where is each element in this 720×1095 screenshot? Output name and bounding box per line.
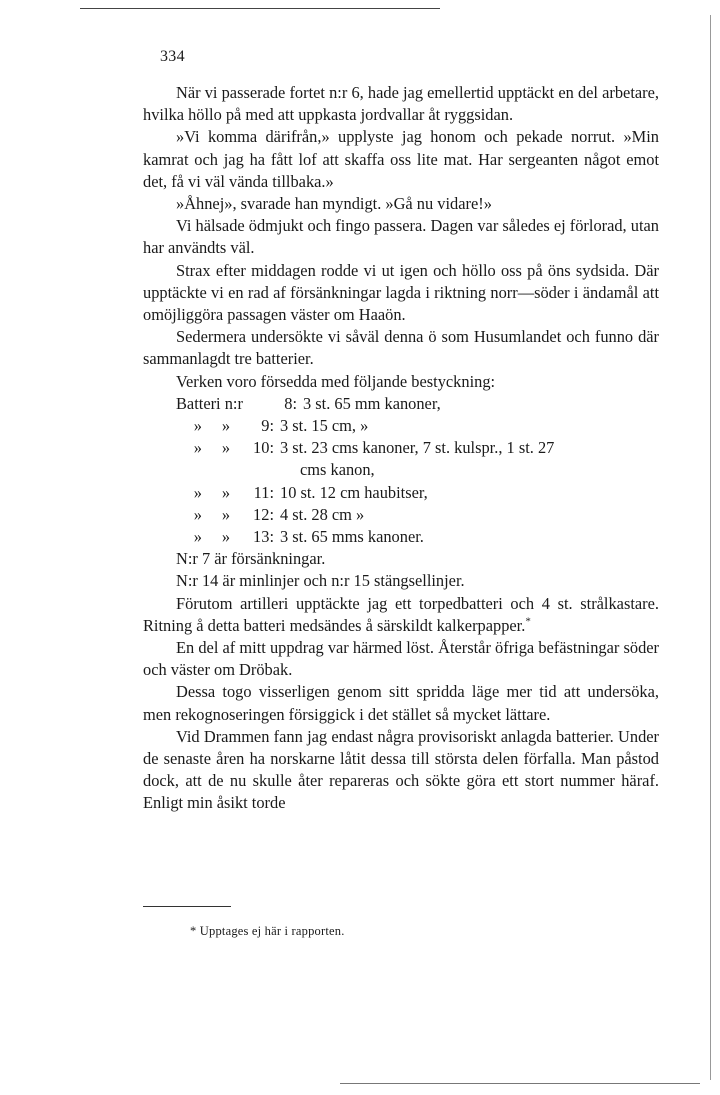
scan-edge-line-bottom xyxy=(340,1083,700,1084)
battery-list xyxy=(143,393,659,548)
battery-armament-continued: cms kanon, xyxy=(300,460,375,480)
paragraph: Vi hälsade ödmjukt och fingo passera. Dagen var således ej förlorad, utan har användts väl. xyxy=(143,216,659,258)
page-body xyxy=(143,82,659,815)
ditto-mark: » xyxy=(221,504,231,524)
battery-armament: 3 st. 15 cm, » xyxy=(280,416,369,436)
battery-row xyxy=(143,393,659,415)
paragraph: När vi passerade fortet n:r 6, hade jag emellertid upptäckt en del arbetare, hvilka höllo på med att uppkasta jordvallar åt ryggsidan. xyxy=(143,83,659,125)
paragraph: N:r 14 är minlinjer och n:r 15 stängsellinjer. xyxy=(176,571,465,591)
paragraph: En del af mitt uppdrag var härmed löst. Återstår öfriga befästningar söder och väster om Dröbak. xyxy=(143,637,659,680)
ditto-mark: » xyxy=(193,416,202,436)
battery-number: 11: xyxy=(253,482,274,502)
footnote-rule xyxy=(143,906,231,907)
battery-row xyxy=(143,437,659,459)
paragraph: Dessa togo visserligen genom sitt spridda läge mer tid att undersöka, men rekognoseringen försiggick i det stället så mycket lättare. xyxy=(143,682,659,724)
paragraph: Verken voro försedda med följande bestyckning: xyxy=(176,371,496,391)
battery-armament: 10 st. 12 cm haubitser, xyxy=(280,482,428,502)
scan-edge-line-top xyxy=(80,8,440,9)
ditto-mark: » xyxy=(193,482,202,502)
battery-number: 8: xyxy=(284,393,297,413)
battery-number: 12: xyxy=(253,504,274,524)
battery-armament: 3 st. 65 mm kanoner, xyxy=(303,393,441,413)
battery-armament: 3 st. 23 cms kanoner, 7 st. kulspr., 1 st. 27 xyxy=(280,438,555,458)
ditto-mark: » xyxy=(221,526,231,546)
ditto-mark: » xyxy=(221,438,231,458)
ditto-mark: » xyxy=(221,416,231,436)
battery-number: 9: xyxy=(261,416,274,436)
ditto-mark: » xyxy=(221,482,231,502)
scan-edge-line-right xyxy=(710,15,711,1080)
paragraph: Sedermera undersökte vi såväl denna ö som Husumlandet och funno där sammanlagdt tre batterier. xyxy=(143,327,659,369)
battery-row xyxy=(143,504,659,526)
ditto-mark: » xyxy=(193,504,202,524)
ditto-mark: » xyxy=(193,526,202,546)
paragraph: Strax efter middagen rodde vi ut igen och höllo oss på öns sydsida. Där upptäckte vi en rad af försänkningar lagda i riktning norr—söder i ändamål att omöjliggöra passagen väster om Haaön. xyxy=(143,260,659,325)
ditto-mark: » xyxy=(193,438,202,458)
battery-row xyxy=(143,482,659,504)
battery-row xyxy=(143,415,659,437)
paragraph xyxy=(143,593,659,637)
paragraph: »Åhnej», svarade han myndigt. »Gå nu vidare!» xyxy=(176,194,492,214)
battery-row xyxy=(143,526,659,548)
paragraph: Vid Drammen fann jag endast några provisoriskt anlagda batterier. Under de senaste åren ha norskarne låtit dessa till största delen förfalla. Man påstod dock, att de nu skulle åter repareras och sökte göra ett stort nummer häraf. Enligt min åsikt torde xyxy=(143,726,659,813)
paragraph: N:r 7 är försänkningar. xyxy=(176,549,326,569)
battery-label: Batteri n:r xyxy=(176,393,243,413)
footnote-marker: * xyxy=(525,615,531,628)
paragraph-text: Förutom artilleri upptäckte jag ett torpedbatteri och 4 st. strålkastare. Ritning å detta batteri medsändes å särskildt kalkerpapper. xyxy=(143,593,659,635)
page-number: 334 xyxy=(160,48,185,65)
battery-armament: 3 st. 65 mms kanoner. xyxy=(280,526,424,546)
battery-armament: 4 st. 28 cm » xyxy=(280,504,365,524)
footnote: * Upptages ej här i rapporten. xyxy=(190,924,345,938)
battery-number: 13: xyxy=(253,526,274,546)
paragraph: »Vi komma därifrån,» upplyste jag honom och pekade norrut. »Min kamrat och jag ha fått lof att skaffa oss lite mat. Har sergeanten något emot det, få vi väl vända tillbaka.» xyxy=(143,127,659,191)
battery-number: 10: xyxy=(253,438,274,458)
